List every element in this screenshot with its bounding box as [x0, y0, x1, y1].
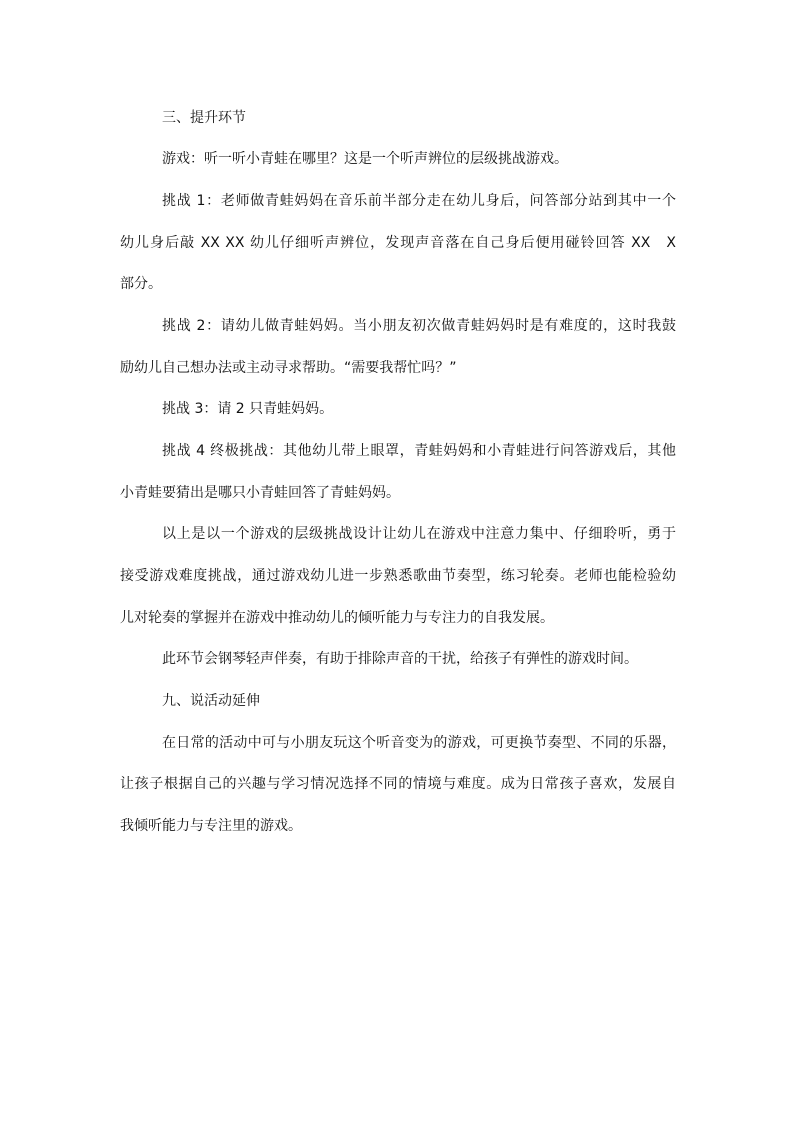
paragraph-line: 挑战 2：请幼儿做青蛙妈妈。当小朋友初次做青蛙妈妈时是有难度的，这时我鼓 [162, 318, 676, 334]
paragraph-line: 挑战 3：请 2 只青蛙妈妈。 [162, 401, 334, 417]
paragraph-line: 挑战 1：老师做青蛙妈妈在音乐前半部分走在幼儿身后，问答部分站到其中一个 [162, 193, 676, 209]
paragraph-line: 小青蛙要猜出是哪只小青蛙回答了青蛙妈妈。 [120, 485, 400, 501]
paragraph-line: 挑战 4 终极挑战：其他幼儿带上眼罩，青蛙妈妈和小青蛙进行问答游戏后，其他 [162, 443, 676, 459]
paragraph-line: 在日常的活动中可与小朋友玩这个听音变为的游戏，可更换节奏型、不同的乐器， [162, 735, 676, 751]
paragraph-line: 接受游戏难度挑战，通过游戏幼儿进一步熟悉歌曲节奏型，练习轮奏。老师也能检验幼 [120, 568, 676, 584]
paragraph-line: 部分。 [120, 276, 162, 292]
paragraph-line: 此环节会钢琴轻声伴奏，有助于排除声音的干扰，给孩子有弹性的游戏时间。 [162, 651, 638, 667]
section-heading-extension: 九、说活动延伸 [162, 693, 260, 709]
paragraph-line: 儿对轮奏的掌握并在游戏中推动幼儿的倾听能力与专注力的自我发展。 [120, 610, 554, 626]
paragraph-line: 以上是以一个游戏的层级挑战设计让幼儿在游戏中注意力集中、仔细聆听，勇于 [162, 526, 676, 542]
paragraph-line: 游戏：听一听小青蛙在哪里？这是一个听声辨位的层级挑战游戏。 [162, 151, 568, 167]
paragraph-line: 让孩子根据自己的兴趣与学习情况选择不同的情境与难度。成为日常孩子喜欢，发展自 [120, 776, 676, 792]
paragraph-line: 幼儿身后敲 XX XX 幼儿仔细听声辨位，发现声音落在自己身后便用碰铃回答 XX X [120, 235, 676, 251]
paragraph-line: 励幼儿自己想办法或主动寻求帮助。“需要我帮忙吗？” [120, 360, 457, 376]
paragraph-line: 我倾听能力与专注里的游戏。 [120, 818, 302, 834]
section-heading-improvement: 三、提升环节 [162, 110, 246, 126]
